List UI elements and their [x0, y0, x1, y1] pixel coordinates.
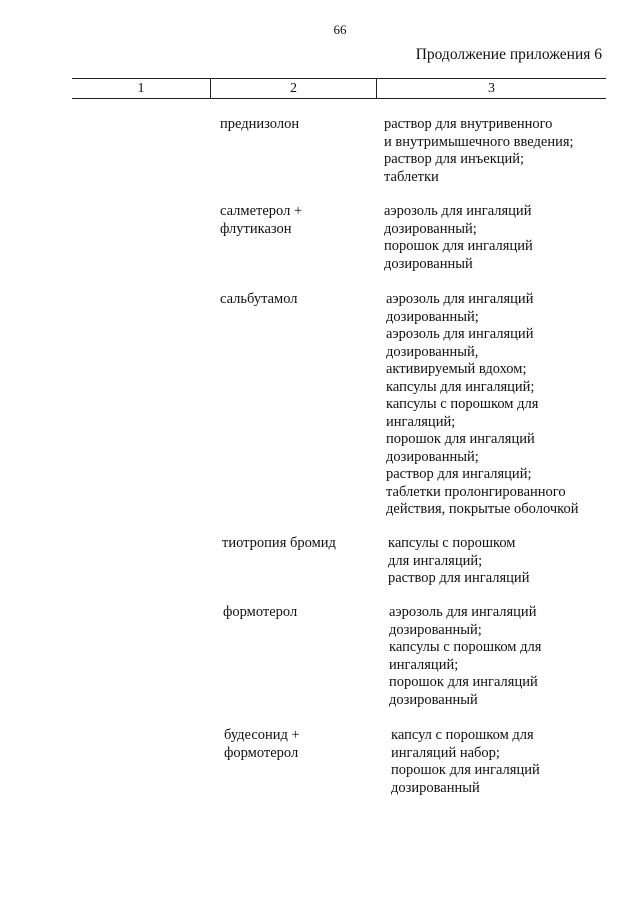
- drug-name: формотерол: [223, 604, 298, 620]
- drug-name: сальбутамол: [220, 291, 298, 307]
- dosage-forms: раствор для внутривенного и внутримышечного введения; раствор для инъекций; таблетки: [384, 116, 574, 185]
- drug-name: будесонид + формотерол: [224, 727, 300, 761]
- dosage-forms: аэрозоль для ингаляций дозированный; порошок для ингаляций дозированный: [384, 203, 533, 272]
- drug-name: салметерол + флутиказон: [220, 203, 303, 237]
- column-header-1: 1: [72, 79, 211, 98]
- dosage-forms: аэрозоль для ингаляций дозированный; аэрозоль для ингаляций дозированный, активируемый вдохом; капсулы для ингаляций; капсулы с порошком для ингаляций; порошок для ингаляций дозированный; раствор для ингаляций; таблетки пролонгированного действия, покрытые оболочкой: [386, 291, 579, 517]
- table-header: [72, 78, 606, 99]
- drug-name: тиотропия бромид: [222, 535, 336, 551]
- drug-name: преднизолон: [220, 116, 300, 132]
- column-header-3: 3: [488, 81, 495, 96]
- dosage-forms: капсул с порошком для ингаляций набор; порошок для ингаляций дозированный: [391, 727, 540, 796]
- column-header-2: 2: [211, 79, 377, 98]
- dosage-forms: аэрозоль для ингаляций дозированный; капсулы с порошком для ингаляций; порошок для ингаляций дозированный: [389, 604, 542, 708]
- page-number: 66: [333, 22, 347, 37]
- dosage-forms: капсулы с порошком для ингаляций; раствор для ингаляций: [388, 535, 530, 586]
- continuation-title: Продолжение приложения 6: [415, 46, 602, 63]
